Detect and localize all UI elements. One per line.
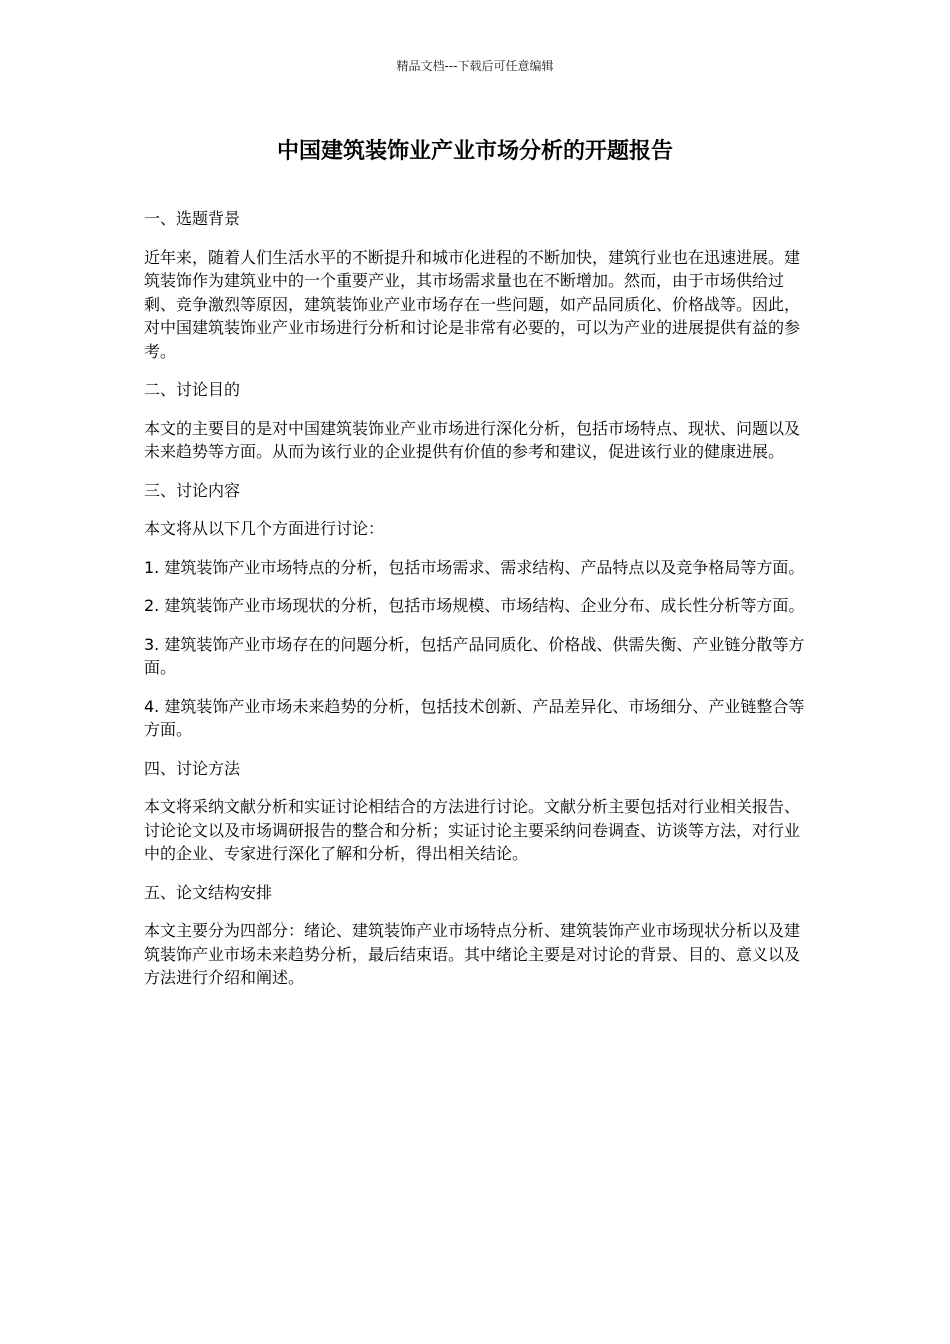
section-background — [144, 207, 806, 363]
paragraph: 本文将从以下几个方面进行讨论： — [144, 519, 385, 538]
section-content — [144, 479, 806, 742]
paragraph: 本文的主要目的是对中国建筑装饰业产业市场进行深化分析，包括市场特点、现状、问题以及未来趋势等方面。从而为该行业的企业提供有价值的参考和建议，促进该行业的健康进展。 — [144, 418, 801, 461]
section-method — [144, 757, 806, 866]
section-heading: 一、选题背景 — [144, 209, 241, 228]
paragraph: 近年来，随着人们生活水平的不断提升和城市化进程的不断加快，建筑行业也在迅速进展。建筑装饰作为建筑业中的一个重要产业，其市场需求量也在不断增加。然而，由于市场供给过剩、竞争激烈等原因，建筑装饰业产业市场存在一些问题，如产品同质化、价格战等。因此，对中国建筑装饰业产业市场进行分析和讨论是非常有必要的，可以为产业的进展提供有益的参考。 — [144, 247, 801, 361]
list-item: 2. 建筑装饰产业市场现状的分析，包括市场规模、市场结构、企业分布、成长性分析等方面。 — [144, 596, 805, 615]
document-title: 中国建筑装饰业产业市场分析的开题报告 — [276, 139, 673, 164]
section-heading: 三、讨论内容 — [144, 480, 241, 500]
section-heading: 五、论文结构安排 — [144, 882, 273, 902]
list-item: 4. 建筑装饰产业市场未来趋势的分析，包括技术创新、产品差异化、市场细分、产业链整合等方面。 — [144, 696, 805, 739]
list-item: 3. 建筑装饰产业市场存在的问题分析，包括产品同质化、价格战、供需失衡、产业链分散等方面。 — [144, 634, 805, 677]
paragraph: 本文将采纳文献分析和实证讨论相结合的方法进行讨论。文献分析主要包括对行业相关报告、讨论论文以及市场调研报告的整合和分析；实证讨论主要采纳问卷调查、访谈等方法，对行业中的企业、专家进行深化了解和分析，得出相关结论。 — [144, 797, 801, 863]
section-heading: 四、讨论方法 — [144, 758, 241, 778]
document-body — [144, 207, 806, 1005]
paragraph: 本文主要分为四部分：绪论、建筑装饰产业市场特点分析、建筑装饰产业市场现状分析以及建筑装饰产业市场未来趋势分析，最后结束语。其中绪论主要是对讨论的背景、目的、意义以及方法进行介绍和阐述。 — [144, 921, 801, 987]
section-purpose — [144, 378, 806, 464]
section-heading: 二、讨论目的 — [144, 380, 241, 399]
list-item: 1. 建筑装饰产业市场特点的分析，包括市场需求、需求结构、产品特点以及竞争格局等方面。 — [144, 557, 805, 577]
page-header: 精品文档---下载后可任意编辑 — [396, 59, 554, 73]
section-structure — [144, 881, 806, 990]
